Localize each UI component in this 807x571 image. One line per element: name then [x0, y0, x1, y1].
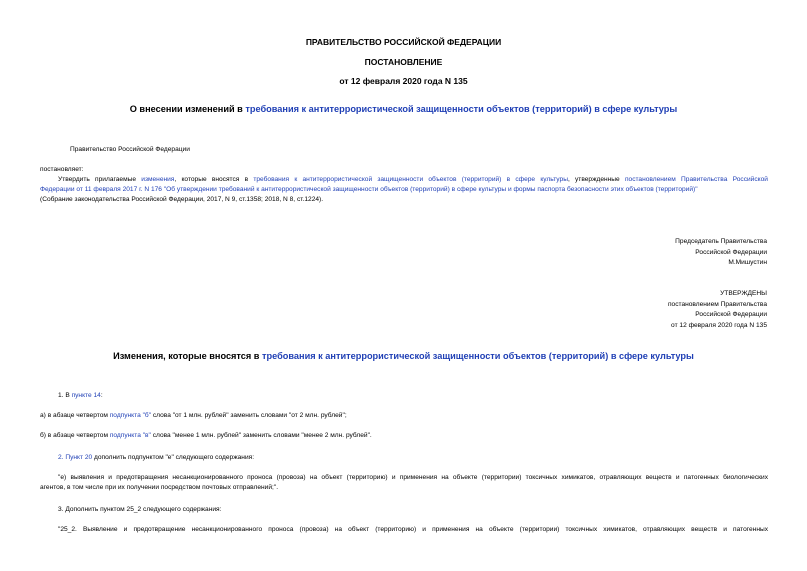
point-20-link[interactable]: 2. Пункт 20: [58, 454, 93, 461]
preamble-decides: постановляет:: [40, 166, 84, 173]
resolution-link-part2[interactable]: Федерации от 11 февраля 2017 г. N 176 "Об утверждении требований к антитеррористической защищенности объектов (территорий) в сфере культуры и формы паспорта безопасности этих объектов (территорий)": [40, 186, 698, 193]
signature-block: [675, 237, 767, 269]
item-3-quote: [40, 525, 768, 535]
item-3-quote-line1: "25_2. Выявление и предотвращение несанкционированного проноса (провоза) на объект (территорию) и применения на объекте (территории) токсичных химикатов, отравляющих веществ и патогенных: [58, 526, 768, 533]
changes-title-prefix: Изменения, которые вносятся в: [113, 351, 263, 361]
signature-line-1: Председатель Правительства: [675, 238, 767, 245]
item-2-text: дополнить подпунктом "е" следующего содержания:: [92, 454, 255, 461]
item-1a: [40, 411, 347, 421]
approved-line-3: Российской Федерации: [695, 311, 767, 318]
changes-link[interactable]: изменения: [141, 176, 175, 183]
approved-line-4: от 12 февраля 2020 года N 135: [671, 321, 767, 329]
signature-line-3: М.Мишустин: [728, 259, 767, 266]
changes-title-requirements-link[interactable]: требования к антитеррористической защищенности объектов (территорий) в сфере культуры: [262, 351, 694, 361]
item-1b: [40, 431, 372, 441]
item-1: [58, 391, 103, 401]
item-1-text-a: 1. В: [58, 392, 72, 399]
item-2: [58, 453, 254, 463]
title-prefix: О внесении изменений в: [129, 104, 246, 114]
item-1a-text-a: а) в абзаце четвертом: [40, 412, 110, 419]
header-government: ПРАВИТЕЛЬСТВО РОССИЙСКОЙ ФЕДЕРАЦИИ: [305, 37, 502, 47]
subpoint-v-link[interactable]: подпункта "в": [109, 432, 151, 439]
p1-text-b: , которые вносятся в: [174, 176, 254, 183]
requirements-link[interactable]: требования к антитеррористической защищенности объектов (территорий) в сфере культуры: [253, 176, 568, 183]
item-1b-text-a: б) в абзаце четвертом: [40, 432, 110, 439]
approved-block: [668, 289, 767, 331]
header-date-number: от 12 февраля 2020 года N 135: [339, 76, 468, 86]
p1-text-a: Утвердить прилагаемые: [58, 176, 142, 183]
subpoint-b-link[interactable]: подпункта "б": [109, 412, 152, 419]
item-1a-text-b: слова "от 1 млн. рублей" заменить словами "от 2 млн. рублей";: [151, 412, 347, 419]
paragraph-1-line2: [40, 185, 768, 195]
signature-line-2: Российской Федерации: [695, 248, 767, 256]
item-2-quote: [40, 473, 768, 493]
approved-line-2: постановлением Правительства: [667, 300, 767, 308]
paragraph-1: [40, 175, 768, 205]
item-1b-text-b: слова "менее 1 млн. рублей" заменить словами "менее 2 млн. рублей".: [150, 432, 372, 439]
p1-text-c: , утвержденные: [567, 176, 625, 183]
title-requirements-link[interactable]: требования к антитеррористической защищенности объектов (территорий) в сфере культуры: [245, 104, 678, 114]
paragraph-1-line3: (Собрание законодательства Российской Федерации, 2017, N 9, ст.1358; 2018, N 8, ст.1224).: [40, 196, 324, 203]
resolution-link-part1[interactable]: постановлением Правительства Российской: [624, 176, 768, 183]
item-1-text-b: :: [100, 392, 103, 399]
item-3: 3. Дополнить пунктом 25_2 следующего содержания:: [58, 506, 222, 513]
item-2-quote-line1: "е) выявления и предотвращения несанкционированного проноса (провоза) на объект (территорию) и применения на объекте (территории) токсичных химикатов, отравляющих веществ и патогенных биологических: [58, 474, 768, 481]
changes-title: [0, 351, 807, 361]
document-title: [0, 104, 807, 114]
preamble-issuer: Правительство Российской Федерации: [70, 146, 190, 153]
paragraph-1-line1: [40, 175, 768, 185]
point-14-link[interactable]: пункте 14: [71, 392, 101, 399]
item-2-quote-line2: агентов, в том числе при их получении посредством почтовых отправлений;".: [40, 484, 279, 491]
approved-line-1: УТВЕРЖДЕНЫ: [720, 290, 767, 297]
header-doc-type: ПОСТАНОВЛЕНИЕ: [364, 57, 443, 67]
